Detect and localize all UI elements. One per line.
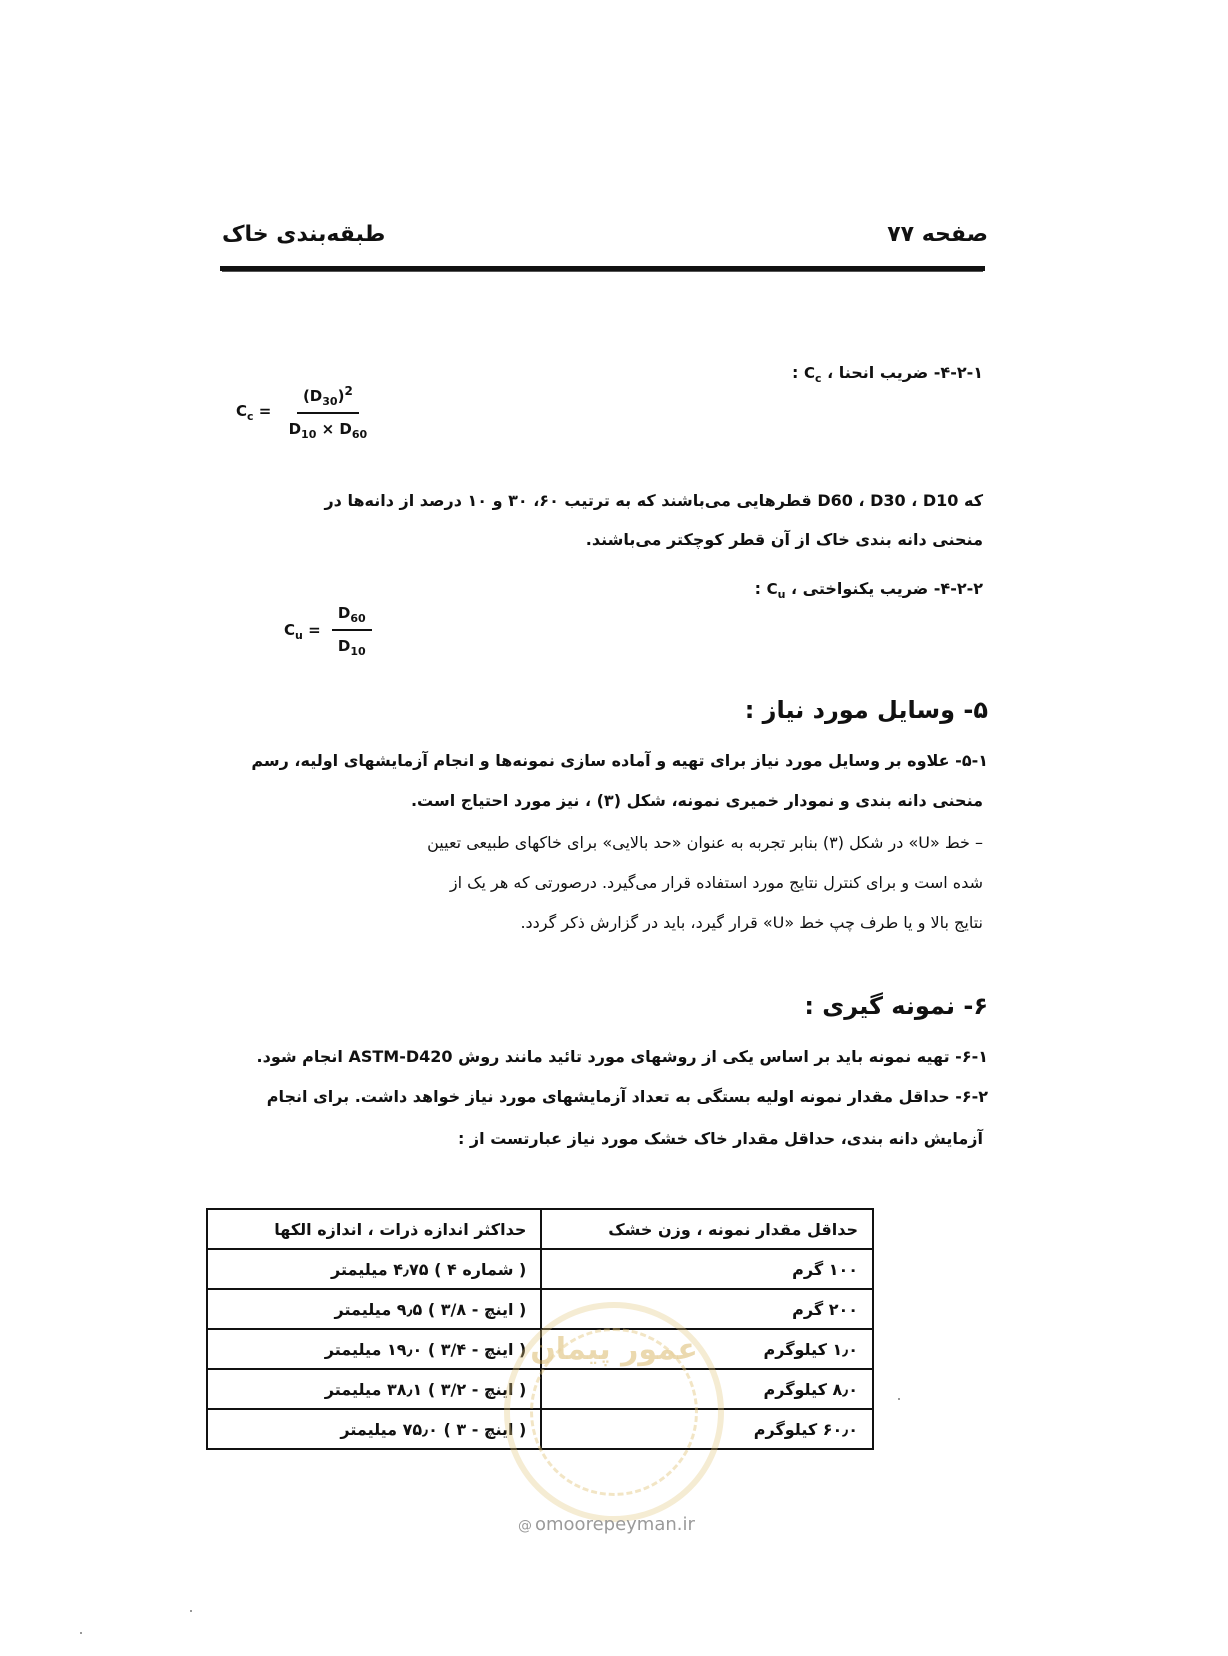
formula-fraction [283,384,374,441]
max-particle-cell: ( اینچ - ۳ ) ۷۵٫۰ میلیمتر [207,1409,541,1449]
table-row [207,1289,873,1329]
watermark-url-text: omoorepeyman.ir [535,1514,695,1535]
at-icon: @ [518,1518,532,1534]
stamp-logo-text: عمور پیمان [530,1332,698,1367]
section-6-title: ۶- نمونه گیری : [804,992,988,1020]
table-header-row [207,1209,873,1249]
formula-denominator: $D_{10}$ [337,637,366,658]
heading-text: ۴-۲-۲- ضریب یکنواختی ، [791,579,983,598]
cc-formula [236,384,373,441]
table-row [207,1249,873,1289]
section-6-2-line2: آزمایش دانه بندی، حداقل مقدار خاک خشک مورد نیاز عبارتست از : [457,1129,983,1148]
section-6-1: ۶-۱- تهیه نمونه باید بر اساس یکی از روشهای مورد تائید مانند روش ASTM-D420 انجام شود. [256,1047,988,1066]
heading-colon: : [754,579,761,598]
cc-description-line1: که D60 ، D30 ، D10 قطرهایی می‌باشند که به ترتیب ۶۰، ۳۰ و ۱۰ درصد از دانه‌ها در [324,491,983,510]
section-4-2-2-heading [755,572,983,612]
min-sample-cell: ۲۰۰ گرم [541,1289,873,1329]
d-symbols: D60 ، D30 ، D10 [817,491,959,510]
section-5-note-line3: نتایج بالا و یا طرف چپ خط «U» قرار گیرد، باید در گزارش ذکر گردد. [520,913,983,932]
watermark-url [518,1514,695,1535]
max-particle-cell: ( اینچ - ۳/۲ ) ۳۸٫۱ میلیمتر [207,1369,541,1409]
max-particle-cell: ( اینچ - ۳/۸ ) ۹٫۵ میلیمتر [207,1289,541,1329]
page-number: صفحه ۷۷ [887,222,988,247]
cu-formula [284,604,372,658]
formula-denominator: $D_{10} \times D_{60}$ [288,420,368,441]
max-particle-cell: ( اینچ - ۳/۴ ) ۱۹٫۰ میلیمتر [207,1329,541,1369]
scan-speck [80,1632,82,1634]
formula-lhs: $C_c$ = [236,402,272,423]
section-5-1-line2: منحنی دانه بندی و نمودار خمیری نمونه، شکل (۳) ، نیز مورد احتیاج است. [410,791,983,810]
watermark-stamp [504,1302,724,1522]
heading-colon: : [791,363,799,382]
min-sample-cell: ۶۰٫۰ کیلوگرم [541,1409,873,1449]
heading-symbol: $C_c$ [803,364,822,385]
header-max-particle: حداکثر اندازه ذرات ، اندازه الکها [207,1209,541,1249]
formula-numerator: $(D_{30})^2$ [297,384,359,414]
section-5-title: ۵- وسایل مورد نیاز : [744,696,988,724]
section-4-2-1-heading [792,356,983,396]
section-5-note-line2: شده است و برای کنترل نتایج مورد استفاده قرار می‌گیرد. درصورتی که هر یک از [449,873,983,892]
max-particle-cell: ( شماره ۴ ) ۴٫۷۵ میلیمتر [207,1249,541,1289]
section-5-note-line1: – خط «U» در شکل (۳) بنابر تجربه به عنوان «حد بالایی» برای خاکهای طبیعی تعیین [427,833,983,852]
section-6-2-line1: ۶-۲- حداقل مقدار نمونه اولیه بستگی به تعداد آزمایشهای مورد نیاز خواهد داشت. برای انجام [266,1087,988,1106]
section-5-1-line1: ۵-۱- علاوه بر وسایل مورد نیاز برای تهیه و آماده سازی نمونه‌ها و انجام آزمایشهای اولیه، رسم [251,751,988,770]
min-sample-cell: ۸٫۰ کیلوگرم [541,1369,873,1409]
formula-numerator: $D_{60}$ [332,604,372,631]
min-sample-cell: ۱٫۰ کیلوگرم [541,1329,873,1369]
formula-lhs: $C_u$ = [284,620,321,642]
header-divider [220,266,985,271]
formula-fraction [332,604,372,658]
running-title: طبقه‌بندی خاک [222,222,386,247]
scan-speck [898,1398,900,1400]
heading-text: ۴-۲-۱- ضریب انحنا ، [827,363,983,382]
header-min-sample: حداقل مقدار نمونه ، وزن خشک [541,1209,873,1249]
cc-description-line2: منحنی دانه بندی خاک از آن قطر کوچکتر می‌باشند. [585,530,983,549]
min-sample-cell: ۱۰۰ گرم [541,1249,873,1289]
heading-symbol: $C_u$ [766,580,786,601]
scan-speck [190,1610,192,1612]
